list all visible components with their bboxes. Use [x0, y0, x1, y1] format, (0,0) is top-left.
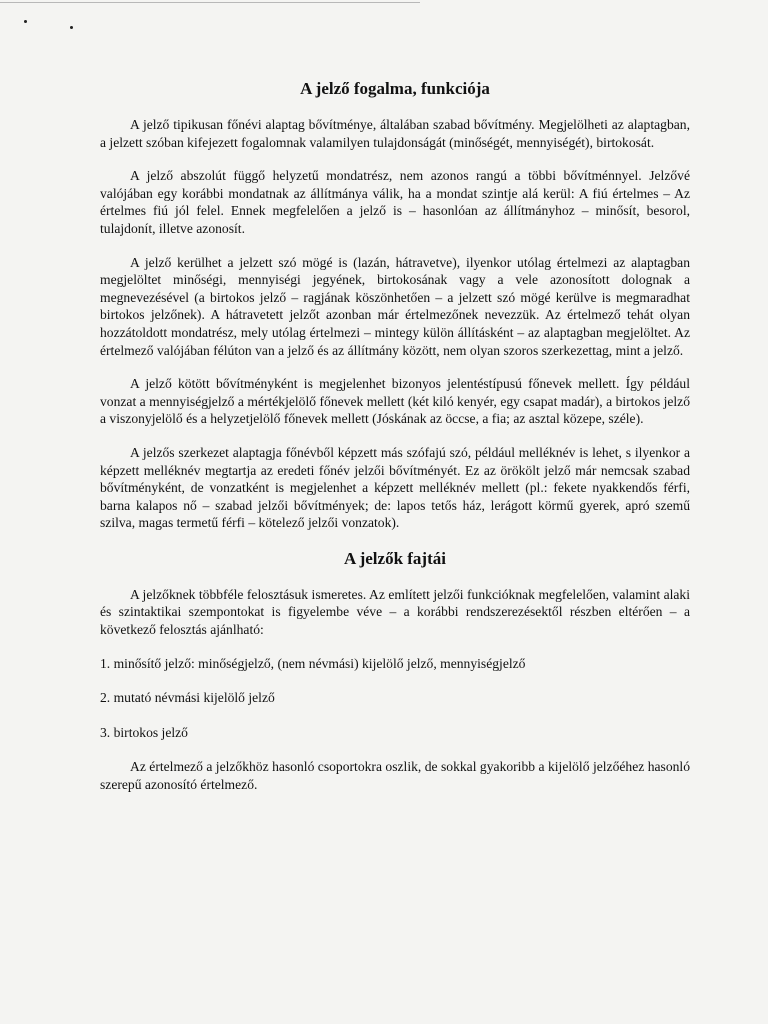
- closing-paragraph: Az értelmező a jelzőkhöz hasonló csoportokra oszlik, de sokkal gyakoribb a kijelölő jelzőéhez hasonló szerepű azonosító értelmező.: [100, 759, 690, 793]
- scan-speck: [24, 20, 27, 23]
- list-item: 3. birtokos jelző: [100, 724, 188, 740]
- section-title: A jelzők fajtái: [344, 548, 446, 568]
- paragraph: A jelző abszolút függő helyzetű mondatrész, nem azonos rangú a többi bővítménnyel. Jelzővé valójában egy korábbi mondatnak az állítmánya válik, ha a mondat szintje alá kerül: A fiú értelmes – Az értelmes fiú jól felel. Ennek megfelelően a jelző is – hasonlóan az állítmányhoz – minősít, besorol, tulajdonít, illetve azonosít.: [100, 168, 690, 236]
- paragraph: A jelző kötött bővítményként is megjelenhet bizonyos jelentéstípusú főnevek mellett. Így például vonzat a mennyiségjelző a mértékjelölő főnevek mellett (két kiló kenyér, egy csapat madár), a birtokos jelző a viszonyjelölő és a helyzetjelölő főnevek mellett (Jóskának az öccse, a fia; az asztal közepe, széle).: [100, 376, 690, 427]
- paragraph: A jelző kerülhet a jelzett szó mögé is (lazán, hátravetve), ilyenkor utólag értelmezi az alaptagban megjelöltet minőségi, mennyiségi jegyének, birtokosának vagy a vele azonosított dolognak a megnevezésével (a birtokos jelző – ragjának köszönhetően – a jelzett szó mögé kerülve is megmaradhat birtokos jelzőnek). A hátravetett jelzőt azonban már értelmezőnek nevezzük. Az értelmező tehát olyan hozzátoldott mondatrész, mely utólag értelmezi – mintegy külön állításként – az alaptagban megjelöltet. Az értelmező valójában félúton van a jelző és az állítmány között, nem olyan szoros szerkezettag, mint a jelző.: [100, 254, 690, 358]
- classification-list: [100, 655, 690, 742]
- intro-paragraph: A jelzőknek többféle felosztásuk ismeretes. Az említett jelzői funkcióknak megfelelően, valamint alaki és szintaktikai szempontokat is figyelembe véve – a korábbi rendszerezésektől részben eltérően – a következő felosztás ajánlható:: [100, 586, 690, 638]
- scan-speck: [70, 26, 73, 29]
- document-page: [100, 78, 690, 810]
- page-title: A jelző fogalma, funkciója: [300, 79, 490, 98]
- list-item: 2. mutató névmási kijelölő jelző: [100, 690, 275, 706]
- scan-edge-line: [0, 2, 420, 3]
- paragraph: A jelző tipikusan főnévi alaptag bővítménye, általában szabad bővítmény. Megjelölheti az alaptagban, a jelzett szóban kifejezett fogalomnak valamilyen tulajdonságát (minőségét, mennyiségét), birtokosát.: [100, 117, 690, 150]
- paragraph: A jelzős szerkezet alaptagja főnévből képzett más szófajú szó, például melléknév is lehet, s ilyenkor a képzett melléknév megtartja az eredeti főnév jelzői bővítményét. Ez az örökölt jelző már nemcsak szabad bővítményként, de vonzatként is megjelenhet a képzett melléknév mellett (pl.: fekete nyakkendős férfi, barna kalapos nő – szabad jelzői bővítmények; de: lapos tetős ház, lerágott körmű gyerek, apró szemű szilva, magas termetű férfi – kötelező jelzői vonzatok).: [100, 444, 690, 531]
- list-item: 1. minősítő jelző: minőségjelző, (nem névmási) kijelölő jelző, mennyiségjelző: [100, 655, 526, 671]
